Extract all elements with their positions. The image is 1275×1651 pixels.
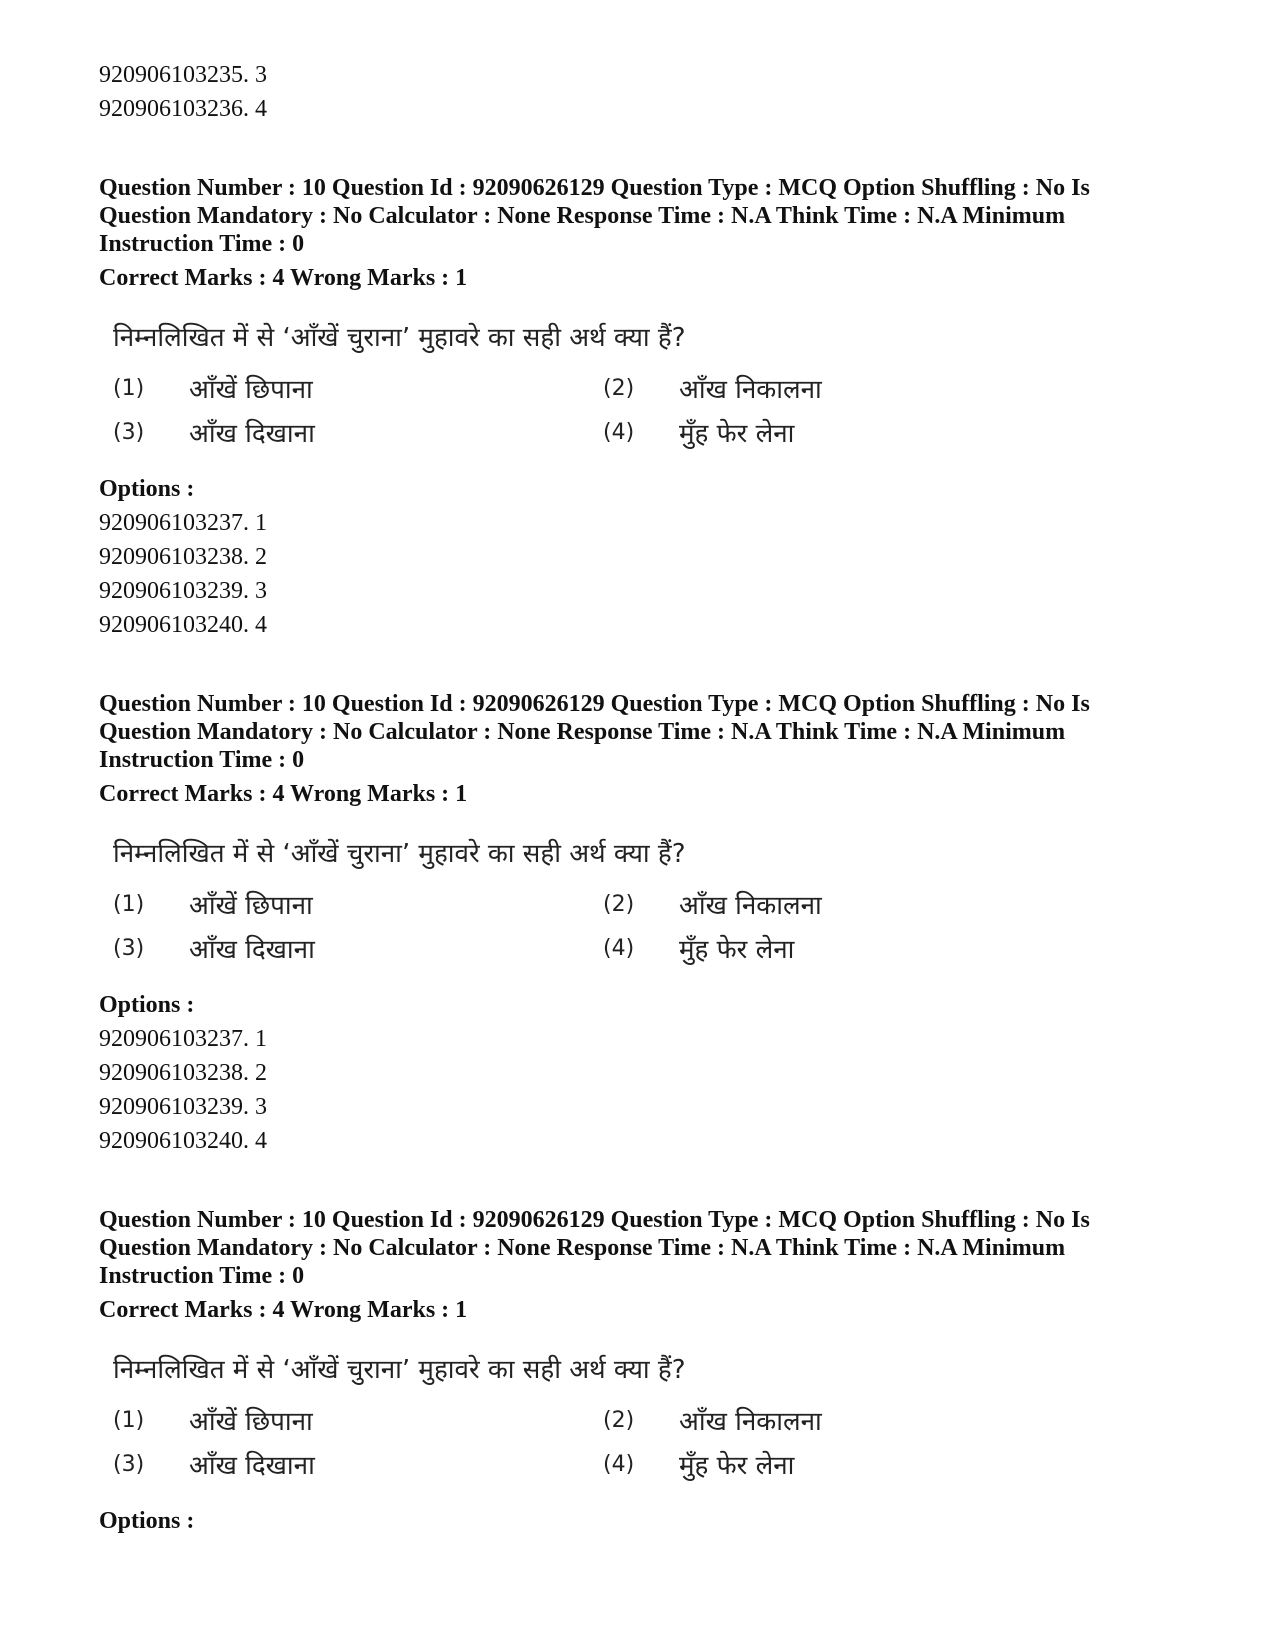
- choice-number: (4): [603, 1451, 635, 1477]
- answer-choices: [113, 882, 1179, 970]
- answer-choice: [603, 410, 1093, 454]
- question-block: [99, 1206, 1179, 1538]
- options-list: [99, 1022, 1179, 1158]
- question-meta: [99, 1206, 1179, 1290]
- question-meta: [99, 690, 1179, 774]
- answer-choice: [603, 1442, 1093, 1486]
- marks-line: Correct Marks : 4 Wrong Marks : 1: [99, 1297, 468, 1323]
- answer-choice: [113, 882, 603, 926]
- answer-choices: [113, 366, 1179, 454]
- choice-text: आँख निकालना: [679, 1407, 822, 1437]
- option-line: 920906103236. 4: [99, 96, 267, 122]
- choice-text: आँख दिखाना: [189, 935, 315, 965]
- choice-number: (1): [113, 1407, 145, 1433]
- document-page: [99, 58, 1179, 1538]
- choice-text: आँखें छिपाना: [189, 375, 313, 405]
- option-line: 920906103237. 1: [99, 1026, 267, 1052]
- choice-text: आँखें छिपाना: [189, 891, 313, 921]
- choice-number: (1): [113, 375, 145, 401]
- choice-text: आँख निकालना: [679, 375, 822, 405]
- answer-choices: [113, 1398, 1179, 1486]
- question-meta-line: Question Number : 10 Question Id : 92090626129 Question Type : MCQ Option Shuffling : No Is: [99, 175, 1090, 201]
- choice-text: आँख दिखाना: [189, 1451, 315, 1481]
- question-meta-line: Instruction Time : 0: [99, 231, 305, 257]
- option-line: 920906103238. 2: [99, 1060, 267, 1086]
- option-line: 920906103239. 3: [99, 1094, 267, 1120]
- question-meta-line: Instruction Time : 0: [99, 1263, 305, 1289]
- choice-number: (4): [603, 419, 635, 445]
- choice-text: आँख दिखाना: [189, 419, 315, 449]
- options-heading: Options :: [99, 1508, 195, 1534]
- answer-choice: [113, 366, 603, 410]
- choice-text: मुँह फेर लेना: [679, 419, 795, 449]
- options-heading: Options :: [99, 476, 195, 502]
- answer-choice: [113, 1442, 603, 1486]
- choice-text: मुँह फेर लेना: [679, 935, 795, 965]
- question-meta-line: Question Mandatory : No Calculator : None Response Time : N.A Think Time : N.A Minimum: [99, 203, 1066, 229]
- question-meta-line: Question Number : 10 Question Id : 92090626129 Question Type : MCQ Option Shuffling : No Is: [99, 1207, 1090, 1233]
- question-meta-line: Question Mandatory : No Calculator : None Response Time : N.A Think Time : N.A Minimum: [99, 1235, 1066, 1261]
- previous-options-list: [99, 58, 1179, 126]
- answer-choice: [603, 366, 1093, 410]
- option-line: 920906103237. 1: [99, 510, 267, 536]
- option-line: 920906103239. 3: [99, 578, 267, 604]
- choice-number: (1): [113, 891, 145, 917]
- choice-text: मुँह फेर लेना: [679, 1451, 795, 1481]
- question-text: निम्नलिखित में से ‘आँखें चुराना’ मुहावरे का सही अर्थ क्या हैं?: [113, 1355, 686, 1385]
- answer-choice: [113, 1398, 603, 1442]
- marks-line: Correct Marks : 4 Wrong Marks : 1: [99, 781, 468, 807]
- choice-number: (2): [603, 375, 635, 401]
- option-line: 920906103235. 3: [99, 62, 267, 88]
- answer-choice: [603, 882, 1093, 926]
- choice-text: आँख निकालना: [679, 891, 822, 921]
- question-text: निम्नलिखित में से ‘आँखें चुराना’ मुहावरे का सही अर्थ क्या हैं?: [113, 839, 686, 869]
- option-line: 920906103240. 4: [99, 612, 267, 638]
- answer-choice: [113, 926, 603, 970]
- answer-choice: [603, 926, 1093, 970]
- choice-number: (2): [603, 891, 635, 917]
- options-heading: Options :: [99, 992, 195, 1018]
- choice-number: (2): [603, 1407, 635, 1433]
- choice-number: (3): [113, 419, 145, 445]
- question-body: [113, 834, 1179, 970]
- question-meta: [99, 174, 1179, 258]
- marks-line: Correct Marks : 4 Wrong Marks : 1: [99, 265, 468, 291]
- question-meta-line: Instruction Time : 0: [99, 747, 305, 773]
- question-body: [113, 318, 1179, 454]
- question-meta-line: Question Mandatory : No Calculator : None Response Time : N.A Think Time : N.A Minimum: [99, 719, 1066, 745]
- choice-number: (3): [113, 935, 145, 961]
- option-line: 920906103240. 4: [99, 1128, 267, 1154]
- question-body: [113, 1350, 1179, 1486]
- question-meta-line: Question Number : 10 Question Id : 92090626129 Question Type : MCQ Option Shuffling : No Is: [99, 691, 1090, 717]
- choice-number: (3): [113, 1451, 145, 1477]
- answer-choice: [113, 410, 603, 454]
- question-block: [99, 690, 1179, 1158]
- question-text: निम्नलिखित में से ‘आँखें चुराना’ मुहावरे का सही अर्थ क्या हैं?: [113, 323, 686, 353]
- choice-text: आँखें छिपाना: [189, 1407, 313, 1437]
- choice-number: (4): [603, 935, 635, 961]
- options-list: [99, 506, 1179, 642]
- option-line: 920906103238. 2: [99, 544, 267, 570]
- question-block: [99, 174, 1179, 642]
- answer-choice: [603, 1398, 1093, 1442]
